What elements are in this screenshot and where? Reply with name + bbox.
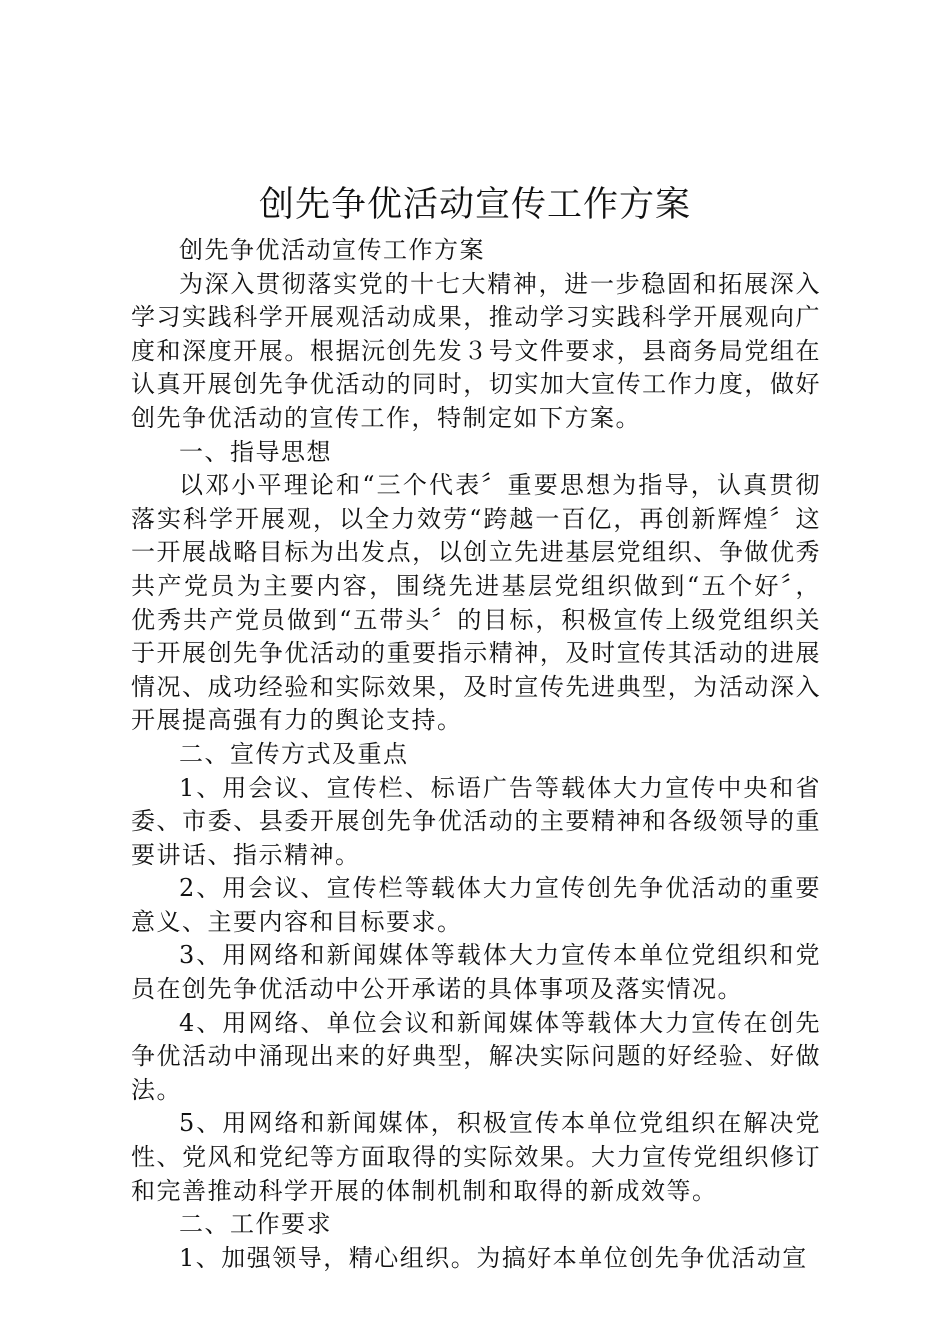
paragraph-requirement-1: 1、加强领导，精心组织。为搞好本单位创先争优活动宣 [179,1243,808,1272]
paragraph-intro: 为深入贯彻落实党的十七大精神，进一步稳固和拓展深入学习实践科学开展观活动成果，推动学习实践科学开展观向广度和深度开展。根据沅创先发３号文件要求，县商务局党组在认真开展创先争优活动的同时，切实加大宣传工作力度，做好创先争优活动的宣传工作，特制定如下方案。 [131,269,821,432]
paragraph-method-2: 2、用会议、宣传栏等载体大力宣传创先争优活动的重要意义、主要内容和目标要求。 [131,874,821,936]
paragraph-guiding-thought: 以邓小平理论和“三个代表〞重要思想为指导，认真贯彻落实科学开展观，以全力效劳“跨越一百亿，再创新辉煌〞这一开展战略目标为出发点，以创立先进基层党组织、争做优秀共产党员为主要内容，围绕先进基层党组织做到“五个好〞，优秀共产党员做到“五带头〞的目标，积极宣传上级党组织关于开展创先争优活动的重要指示精神，及时宣传其活动的进展情况、成功经验和实际效果，及时宣传先进典型，为活动深入开展提高强有力的舆论支持。 [131,471,821,735]
paragraph-method-3: 3、用网络和新闻媒体等载体大力宣传本单位党组织和党员在创先争优活动中公开承诺的具体事项及落实情况。 [131,941,821,1004]
paragraph-method-4: 4、用网络、单位会议和新闻媒体等载体大力宣传在创先争优活动中涌现出来的好典型，解决实际问题的好经验、好做法。 [131,1008,821,1104]
paragraph-subtitle: 创先争优活动宣传工作方案 [179,236,485,264]
heading-publicity-methods: 二、宣传方式及重点 [179,739,409,768]
paragraph-method-1: 1、用会议、宣传栏、标语广告等载体大力宣传中央和省委、市委、县委开展创先争优活动的主要精神和各级领导的重要讲话、指示精神。 [131,773,821,869]
paragraph-method-5: 5、用网络和新闻媒体，积极宣传本单位党组织在解决党性、党风和党纪等方面取得的实际效果。大力宣传党组织修订和完善推动科学开展的体制机制和取得的新成效等。 [131,1109,821,1205]
document-body [131,234,821,1275]
heading-guiding-thought: 一、指导思想 [179,437,332,466]
document-title: 创先争优活动宣传工作方案 [258,185,691,225]
heading-work-requirements: 二、工作要求 [179,1210,332,1239]
